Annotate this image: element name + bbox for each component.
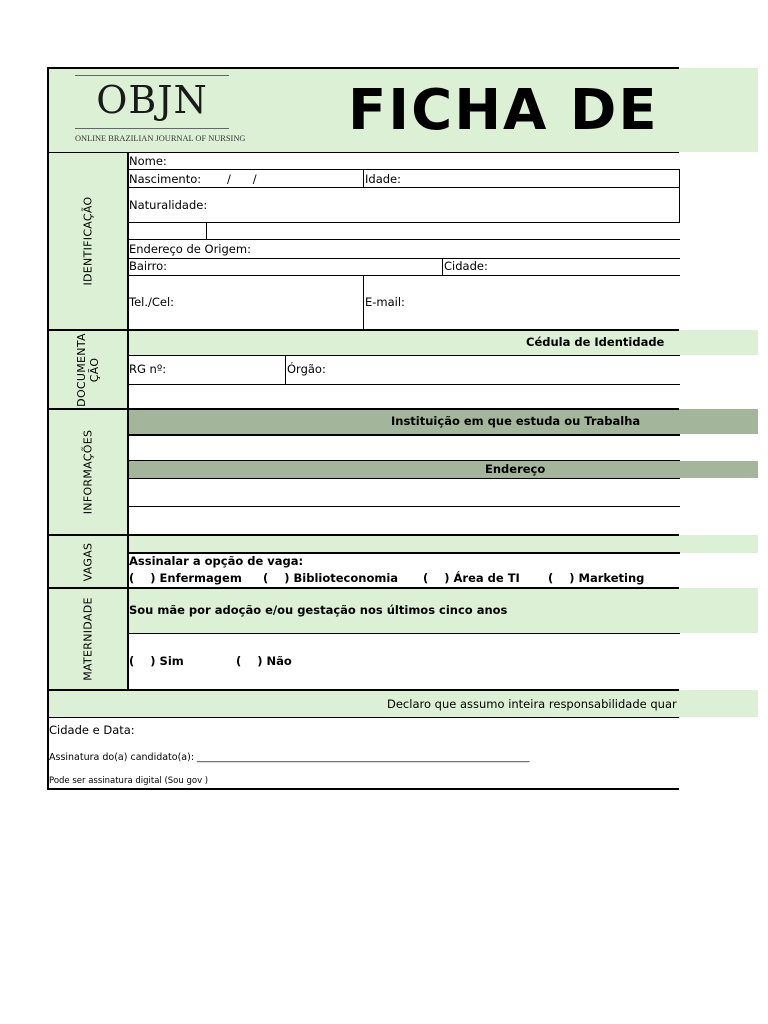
divider (47, 717, 679, 718)
divider (363, 169, 364, 188)
date-slashes: / / (227, 172, 257, 186)
divider (128, 169, 680, 170)
divider (128, 355, 680, 356)
instituicao-field[interactable] (129, 436, 679, 460)
orgao-label[interactable]: Órgão: (287, 362, 326, 376)
divider (47, 689, 679, 691)
divider (47, 152, 679, 153)
section-informacoes: INFORMAÇÕES (81, 429, 95, 515)
section-vagas: VAGAS (81, 542, 95, 581)
nome-label[interactable]: Nome: (129, 154, 167, 168)
divider (128, 275, 680, 276)
rg-label[interactable]: RG nº: (129, 362, 167, 376)
section-doc-line1: DOCUMENTA (75, 332, 88, 407)
divider (285, 355, 286, 385)
logo-rule-top (75, 75, 229, 76)
nascimento-label[interactable]: Nascimento: (129, 172, 202, 186)
assinatura-label[interactable]: Assinatura do(a) candidato(a): ______________________________________________________________________ (49, 752, 530, 763)
divider (47, 534, 679, 536)
naturalidade-extra-cell-right[interactable] (207, 223, 679, 239)
divider (128, 460, 680, 461)
section-documentacao (49, 331, 127, 408)
logo (75, 80, 229, 120)
vaga-option-marketing[interactable]: ( ) Marketing (548, 571, 645, 585)
email-label[interactable]: E-mail: (365, 295, 405, 309)
instituicao-heading: Instituição em que estuda ou Trabalha (391, 414, 641, 428)
vaga-option-biblioteconomia[interactable]: ( ) Biblioteconomia (263, 571, 399, 585)
divider (679, 169, 680, 223)
naturalidade-label[interactable]: Naturalidade: (129, 198, 208, 212)
section-identificacao: IDENTIFICAÇÃO (81, 196, 95, 286)
section-maternidade: MATERNIDADE (81, 597, 95, 681)
vagas-prompt: Assinalar a opção de vaga: (129, 554, 304, 568)
top-border (47, 67, 679, 69)
logo-subtitle: ONLINE BRAZILIAN JOURNAL OF NURSING (75, 134, 246, 143)
bottom-border (47, 788, 679, 790)
endereco-field-2[interactable] (129, 507, 679, 534)
idade-label[interactable]: Idade: (365, 172, 401, 186)
maternidade-sim[interactable]: ( ) Sim (129, 654, 184, 668)
logo-text: OBJN (96, 78, 208, 122)
maternidade-nao[interactable]: ( ) Não (236, 654, 292, 668)
divider (47, 408, 679, 410)
cidade-data-label[interactable]: Cidade e Data: (49, 723, 135, 737)
vaga-option-area-ti[interactable]: ( ) Área de TI (423, 571, 520, 585)
divider (128, 258, 680, 259)
declaration-text: Declaro que assumo inteira responsabilidade quar (387, 697, 677, 711)
vaga-option-enfermagem[interactable]: ( ) Enfermagem (129, 571, 242, 585)
endereco-field-1[interactable] (129, 479, 679, 506)
tel-label[interactable]: Tel./Cel: (129, 295, 175, 309)
cedula-heading: Cédula de Identidade (526, 335, 665, 349)
logo-rule-bottom (75, 128, 229, 129)
assinatura-digital-note: Pode ser assinatura digital (Sou gov ) (49, 776, 209, 786)
vagas-band (128, 535, 758, 553)
endereco-origem-label[interactable]: Endereço de Origem: (129, 242, 251, 256)
bairro-label[interactable]: Bairro: (129, 259, 168, 273)
maternidade-question: Sou mãe por adoção e/ou gestação nos últimos cinco anos (129, 603, 508, 617)
documentacao-extra-row[interactable] (129, 385, 679, 408)
divider (128, 633, 680, 634)
divider (363, 275, 364, 330)
divider (47, 587, 679, 589)
section-doc-line2: ÇÃO (88, 357, 101, 382)
cidade-label[interactable]: Cidade: (444, 259, 488, 273)
naturalidade-extra-cell-left[interactable] (129, 223, 206, 239)
divider (442, 258, 443, 276)
divider (128, 239, 680, 240)
endereco-heading: Endereço (485, 462, 546, 476)
divider (128, 187, 680, 188)
endereco-band (128, 461, 758, 478)
form-title: FICHA DE (348, 78, 659, 143)
